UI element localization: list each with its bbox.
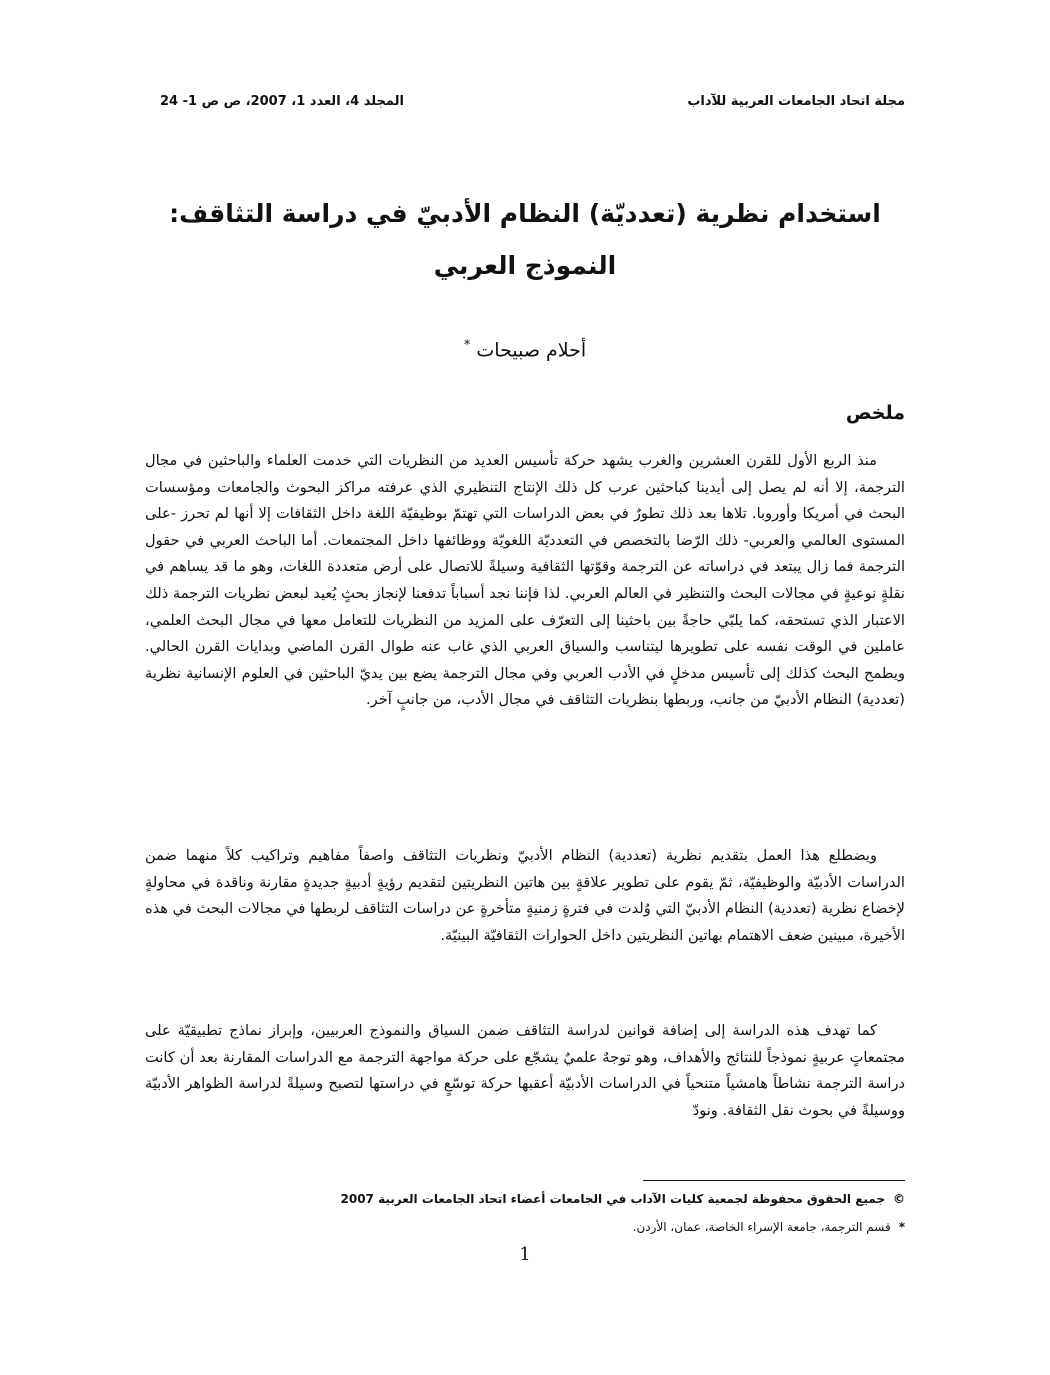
author-line bbox=[140, 338, 910, 361]
page-number: 1 bbox=[519, 1244, 531, 1265]
author-footnote-marker: * bbox=[463, 338, 471, 353]
footnote-text: قسم الترجمة، جامعة الإسراء الخاصة، عمان، الأردن. bbox=[632, 1220, 891, 1234]
issue-citation: المجلد 4، العدد 1، 2007، ص ص 1- 24 bbox=[160, 94, 404, 109]
footnote-copyright bbox=[145, 1191, 905, 1207]
abstract-heading: ملخص bbox=[845, 402, 905, 424]
author-name: أحلام صبيحات bbox=[476, 339, 587, 362]
journal-name: مجلة اتحاد الجامعات العربية للآداب bbox=[687, 94, 905, 109]
abstract-paragraph: ويضطلع هذا العمل بتقديم نظرية (تعددية) النظام الأدبيّ ونظريات التثاقف واصفاً مفاهيم وتراكيب كلاً منهما ضمن الدراسات الأدبيّة والوظيفيّة، ثمّ يقوم على تطوير علاقةٍ بين هاتين النظريتين لتقديم رؤيةٍ أدبيةٍ جديدةٍ مقارنة وناقدة في محاولةٍ لإخضاع نظرية (تعددية) النظام الأدبيّ التي وُلدت في فترةٍ زمنيةٍ متأخرةٍ عن دراسات التثاقف لربطها في مجالات البحث في هذه الأخيرة، مبينين ضعف الاهتمام بهاتين النظريتين داخل الحوارات الثقافيّة البينيّة. bbox=[145, 847, 905, 944]
footnote-divider bbox=[643, 1180, 905, 1181]
abstract-paragraph: منذ الربع الأول للقرن العشرين والغرب يشهد حركة تأسيس العديد من النظريات التي خدمت العلماء والباحثين في مجال الترجمة، إلا أنه لم يصل إلى أيدينا كباحثين عرب كل ذلك الإنتاج التنظيري الذي عرفته مراكز البحوث والجامعات ومؤسسات البحث في أمريكا وأوروبا. تلاها بعد ذلك تطورٌ في بعض الدراسات التي تهتمّ بوظيفيّة اللغة داخل الثقافات إلا أنها لم تحرز -على المستوى العالمي والعربي- ذلك الرّضا بالتخصص في التعدديّة اللغويّة ووظائفها داخل المجتمعات. أما الباحث العربي في حقول الترجمة فما زال يبتعد في دراساته عن الترجمة وقوّتها الثقافية وسيلةً للاتصال على أرض متعددة اللغات، وهو ما قد يساهم في نقلةٍ نوعيةٍ في مجالات البحث والتنظير في العالم العربي. لذا فإننا نجد أسباباً تدفعنا لإنجاز بحثٍ يُعيد لبعض نظريات الترجمة ذلك الاعتبار الذي تستحقه، كما يلبّي حاجةً بين باحثينا إلى التعرّف على المزيد من النظريات للتعامل معها في مجال البحث العلمي، عاملين في الوقت نفسه على تطويرها ليتناسب والسياق العربي الذي غاب عنه طوال القرن الماضي وبدايات القرن الحالي. ويطمح البحث كذلك إلى تأسيس مدخلٍ في الأدب العربي وفي مجال الترجمة يضع بين يديّ الباحثين في العلوم الإنسانية نظرية (تعددية) النظام الأدبيّ من جانب، وربطها بنظريات التثاقف في مجال الأدب، من جانبٍ آخر. bbox=[145, 452, 905, 709]
copyright-icon: © bbox=[893, 1192, 905, 1206]
footnote-text: جميع الحقوق محفوظة لجمعية كليات الآداب في الجامعات أعضاء اتحاد الجامعات العربية 2007 bbox=[340, 1192, 885, 1206]
abstract-paragraph: كما تهدف هذه الدراسة إلى إضافة قوانين لدراسة التثاقف ضمن السياق والنموذج العربيين، وإبراز نماذج تطبيقيّة على مجتمعاتٍ عربيةٍ نموذجاً للنتائج والأهداف، وهو توجهٌ علميٌ يشجّع على حركة مواجهة الترجمة مع الدراسات المقارنة بعد أن كانت دراسة الترجمة نشاطاً هامشياً متنحياً في الدراسات الأدبيّة أعقبها حركة توسّعٍ في دراستها لتصبح وسيلةً لدراسة الظواهر الأدبيّة ووسيلةً في بحوث نقل الثقافة. ونودّ bbox=[145, 1022, 905, 1119]
footnotes bbox=[145, 1191, 905, 1247]
running-header bbox=[160, 94, 905, 116]
article-title bbox=[140, 188, 910, 292]
footnote-affiliation bbox=[145, 1219, 905, 1235]
asterisk-icon: * bbox=[898, 1220, 905, 1234]
title-line-2: النموذج العربي bbox=[433, 251, 617, 280]
title-line-1: استخدام نظرية (تعدديّة) النظام الأدبيّ في دراسة التثاقف: bbox=[169, 199, 881, 228]
